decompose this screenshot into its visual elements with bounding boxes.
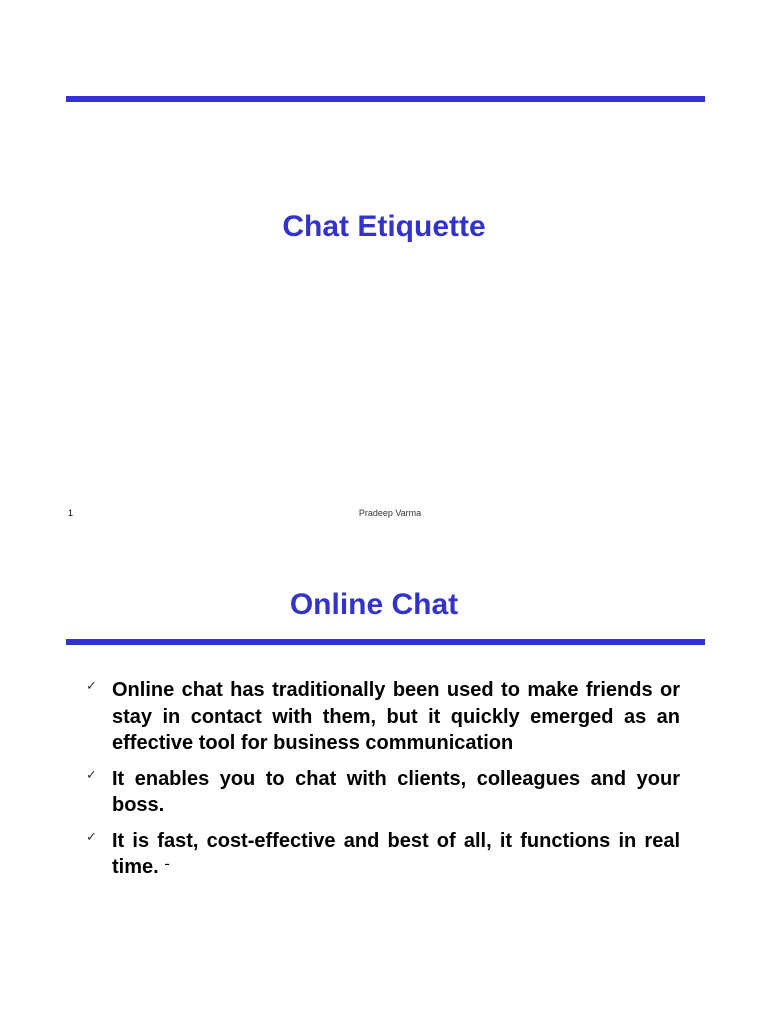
bullet-text: Online chat has traditionally been used to make friends or stay in contact with them, but it quickly emerged as an effective tool for business communication <box>112 679 680 754</box>
bullet-text: It enables you to chat with clients, colleagues and your boss. <box>112 767 680 816</box>
list-item <box>86 677 680 757</box>
list-item <box>86 766 680 819</box>
list-item <box>86 828 680 882</box>
check-icon: ✓ <box>86 767 97 783</box>
slide-title: Chat Etiquette <box>282 210 486 243</box>
bullet-text-content: It is fast, cost-effective and best of all, it functions in real time. <box>112 829 680 878</box>
bullet-text <box>112 828 680 882</box>
slide-2 <box>0 530 768 1024</box>
check-icon: ✓ <box>86 829 97 845</box>
slide-title: Online Chat <box>289 588 459 621</box>
top-rule <box>66 96 705 102</box>
title-underline-rule <box>66 639 705 645</box>
bullet-list <box>86 677 680 891</box>
check-icon: ✓ <box>86 679 97 694</box>
footer-author: Pradeep Varma <box>358 508 422 518</box>
cursor-mark-icon: ˉ <box>164 860 170 876</box>
slide-number: 1 <box>68 508 74 518</box>
